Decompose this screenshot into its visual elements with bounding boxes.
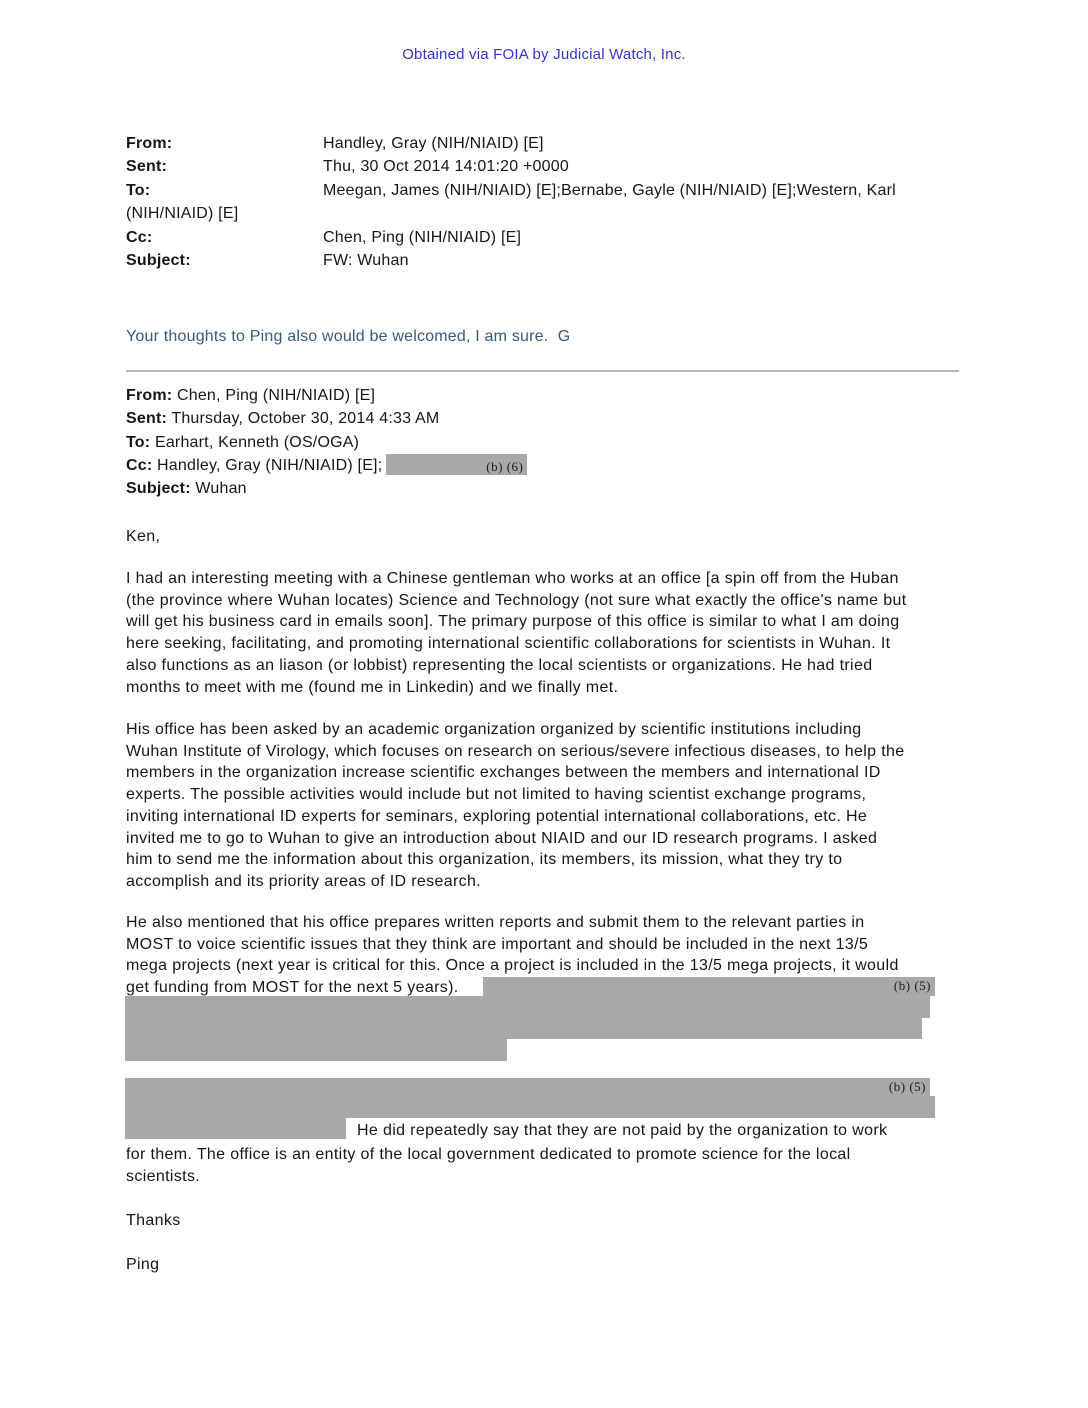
- redaction-box-b6: [386, 454, 527, 475]
- redaction-block2-line1: [125, 1078, 930, 1096]
- email1-to-row: [126, 179, 966, 202]
- from-value: Chen, Ping (NIH/NIAID) [E]: [176, 387, 376, 404]
- email2-from-row: [126, 384, 966, 407]
- redaction-block1-line3: [125, 1018, 922, 1039]
- to-value: Earhart, Kenneth (OS/OGA): [154, 433, 360, 451]
- email2-header: [126, 384, 966, 500]
- subject-label: Subject:: [126, 480, 191, 498]
- subject-value: FW: Wuhan: [323, 252, 409, 270]
- email2-cc-row: [126, 454, 966, 477]
- forward-note: Your thoughts to Ping also would be welcomed, I am sure. G: [126, 328, 571, 345]
- paragraph-2: His office has been asked by an academic organization organized by scientific institutions including Wuhan Institute of Virology, which focuses on research on serious/severe infectious diseases, to help the members in the organization increase scientific exchanges between the members and international ID experts. The possible activities would include but not limited to having scientist exchange programs, inviting international ID experts for seminars, exploring potential international collaborations, etc. He invited me to go to Wuhan to give an introduction about NIAID and our ID research programs. I asked him to send me the information about this organization, its members, its mission, what they try to accomplish and its priority areas of ID research.: [126, 721, 905, 890]
- email1-from-row: [126, 132, 966, 155]
- email1-sent-row: [126, 155, 966, 178]
- greeting: Ken,: [126, 528, 161, 545]
- paragraph-1: I had an interesting meeting with a Chinese gentleman who works at an office [a spin off from the Huban (the province where Wuhan locates) Science and Technology (not sure what exactly the office's name but will get his business card in emails soon]. The primary purpose of this office is similar to what I am doing here seeking, facilitating, and promoting international scientific collaborations for scientists in Wuhan. It also functions as an liason (or lobbist) representing the local scientists or organizations. He had tried months to meet with me (found me in Linkedin) and we finally met.: [126, 570, 907, 696]
- email1-to-value-wrap: (NIH/NIAID) [E]: [126, 205, 239, 223]
- paragraph-3: He also mentioned that his office prepares written reports and submit them to the relevant parties in MOST to voice scientific issues that they think are important and should be included in the next 13/5 mega projects (next year is critical for this. Once a project is included in the 13/5 mega projects, it would get funding from MOST for the next 5 years).: [126, 914, 899, 997]
- header-divider: [126, 370, 959, 372]
- redaction-block2-line3: [125, 1118, 346, 1139]
- cc-label: Cc:: [126, 228, 153, 246]
- redaction-block1-line1: [483, 977, 935, 996]
- redaction-block1-line4: [125, 1039, 507, 1061]
- email1-cc-row: [126, 226, 966, 249]
- from-label: From:: [126, 135, 173, 152]
- to-label: To:: [126, 433, 151, 451]
- thanks-line: Thanks: [126, 1212, 181, 1229]
- sent-label: Sent:: [126, 410, 167, 428]
- from-label: From:: [126, 387, 173, 404]
- email1-header: [126, 132, 966, 272]
- redaction-b5-label-1: (b) (5): [893, 978, 931, 993]
- sent-label: Sent:: [126, 158, 167, 176]
- from-value: Handley, Gray (NIH/NIAID) [E]: [323, 135, 544, 152]
- foia-banner: Obtained via FOIA by Judicial Watch, Inc.: [402, 46, 686, 63]
- subject-label: Subject:: [126, 252, 191, 270]
- to-value: Meegan, James (NIH/NIAID) [E];Bernabe, Gayle (NIH/NIAID) [E];Western, Karl: [323, 181, 896, 199]
- sent-value: Thursday, October 30, 2014 4:33 AM: [171, 410, 440, 428]
- after-redaction-text: He did repeatedly say that they are not paid by the organization to work: [357, 1122, 888, 1139]
- email1-subject-row: [126, 249, 966, 272]
- to-label: To:: [126, 181, 151, 199]
- closing-paragraph: for them. The office is an entity of the local government dedicated to promote science for the local scientists.: [126, 1146, 851, 1185]
- subject-value: Wuhan: [195, 480, 247, 498]
- email2-to-row: [126, 431, 966, 454]
- redaction-block2-line2: [125, 1096, 935, 1118]
- cc-value: Chen, Ping (NIH/NIAID) [E]: [323, 228, 522, 246]
- email2-subject-row: [126, 477, 966, 500]
- redaction-b5-label-2: (b) (5): [888, 1079, 926, 1094]
- email2-sent-row: [126, 407, 966, 430]
- redaction-block1-line2: [125, 996, 930, 1018]
- cc-value: Handley, Gray (NIH/NIAID) [E];: [157, 456, 383, 474]
- signature-line: Ping: [126, 1256, 160, 1273]
- sent-value: Thu, 30 Oct 2014 14:01:20 +0000: [323, 158, 569, 176]
- redaction-b6-label: (b) (6): [486, 458, 524, 474]
- cc-label: Cc:: [126, 456, 153, 474]
